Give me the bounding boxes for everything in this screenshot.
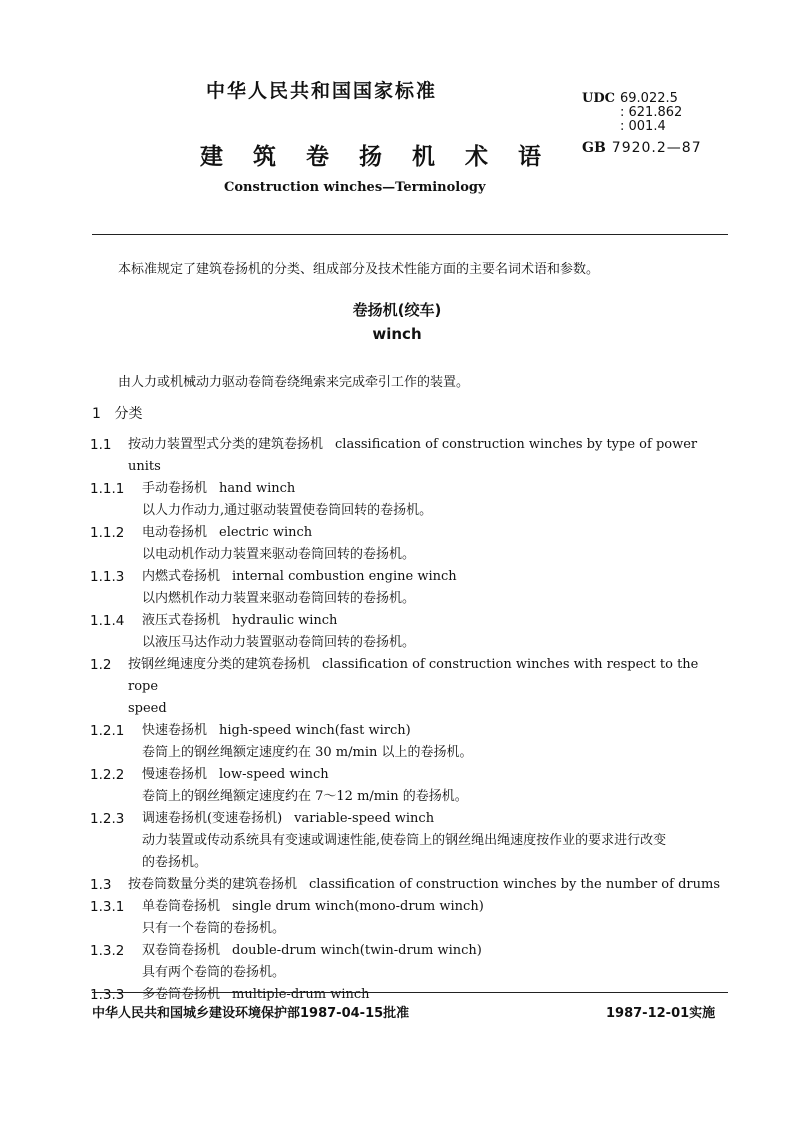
entry-number: 1.3.3 — [90, 987, 125, 1003]
entry-number: 1.1.4 — [90, 613, 125, 629]
section-number: 1 — [92, 406, 101, 422]
entry-definition: 动力装置或传动系统具有变速或调速性能,使卷筒上的钢丝绳出绳速度按作业的要求进行改变 — [142, 833, 667, 848]
udc-value: 69.022.5 — [620, 91, 678, 106]
section-heading — [92, 403, 142, 423]
entry-definition: 卷筒上的钢丝绳额定速度约在 7～12 m/min 的卷扬机。 — [142, 789, 468, 804]
entry-term-zh: 按钢丝绳速度分类的建筑卷扬机 — [128, 657, 311, 672]
entry-term-en: classification of construction winches by type of power — [335, 437, 698, 452]
approval-line: 中华人民共和国城乡建设环境保护部1987-04-15批准 — [92, 1006, 410, 1021]
entry-term-zh: 按动力装置型式分类的建筑卷扬机 — [128, 437, 324, 452]
list-item — [90, 478, 730, 522]
list-item — [90, 874, 730, 896]
effective-date: 1987-12-01实施 — [606, 1006, 716, 1021]
entry-term-zh: 双卷筒卷扬机 — [142, 943, 221, 958]
entry-term-en: hydraulic winch — [232, 613, 338, 628]
entry-number: 1.1.3 — [90, 569, 125, 585]
entry-number: 1.2.2 — [90, 767, 125, 783]
entry-definition: 卷筒上的钢丝绳额定速度约在 30 m/min 以上的卷扬机。 — [142, 745, 473, 760]
entry-term-zh: 慢速卷扬机 — [142, 767, 208, 782]
entry-term-en: double-drum winch(twin-drum winch) — [232, 943, 482, 958]
entry-term-zh: 液压式卷扬机 — [142, 613, 221, 628]
entry-term-en: electric winch — [219, 525, 313, 540]
list-item — [90, 808, 730, 874]
udc-value: : 621.862 — [620, 105, 683, 120]
entry-term-en: multiple-drum winch — [232, 987, 370, 1002]
entry-number: 1.3 — [90, 877, 112, 893]
intro-paragraph: 本标准规定了建筑卷扬机的分类、组成部分及技术性能方面的主要名词术语和参数。 — [118, 262, 600, 277]
entry-term-zh: 内燃式卷扬机 — [142, 569, 221, 584]
term-title-zh: 卷扬机(绞车) — [352, 301, 442, 319]
entry-list — [90, 434, 730, 1006]
entry-number: 1.1.1 — [90, 481, 125, 497]
entry-number: 1.3.1 — [90, 899, 125, 915]
entry-term-zh: 单卷筒卷扬机 — [142, 899, 221, 914]
list-item — [90, 896, 730, 940]
header-divider — [92, 234, 728, 235]
list-item — [90, 566, 730, 610]
list-item — [90, 720, 730, 764]
entry-term-en: classification of construction winches by the number of drums — [309, 877, 720, 892]
page-title: 建 筑 卷 扬 机 术 语 — [200, 144, 553, 170]
entry-definition: 只有一个卷筒的卷扬机。 — [142, 921, 286, 936]
entry-definition: 以液压马达作动力装置驱动卷筒回转的卷扬机。 — [142, 635, 416, 650]
entry-definition: 具有两个卷筒的卷扬机。 — [142, 965, 286, 980]
entry-number: 1.1 — [90, 437, 112, 453]
list-item — [90, 434, 730, 478]
entry-term-en: hand winch — [219, 481, 296, 496]
footer-divider — [92, 992, 728, 993]
term-definition: 由人力或机械动力驱动卷筒卷绕绳索来完成牵引工作的装置。 — [118, 375, 470, 390]
list-item — [90, 522, 730, 566]
udc-value: : 001.4 — [620, 119, 666, 134]
entry-term-en-cont: speed — [128, 701, 167, 716]
entry-term-en-cont: units — [128, 459, 161, 474]
entry-number: 1.2.1 — [90, 723, 125, 739]
entry-number: 1.1.2 — [90, 525, 125, 541]
section-title: 分类 — [114, 406, 143, 422]
entry-term-zh: 手动卷扬机 — [142, 481, 208, 496]
gb-value: 7920.2—87 — [611, 140, 702, 156]
list-item — [90, 764, 730, 808]
entry-term-zh: 多卷筒卷扬机 — [142, 987, 221, 1002]
list-item — [90, 940, 730, 984]
entry-term-en: single drum winch(mono-drum winch) — [232, 899, 484, 914]
entry-term-zh: 调速卷扬机(变速卷扬机) — [142, 811, 283, 826]
entry-term-en: variable-speed winch — [294, 811, 435, 826]
entry-term-en: internal combustion engine winch — [232, 569, 457, 584]
entry-term-zh: 按卷筒数量分类的建筑卷扬机 — [128, 877, 298, 892]
entry-definition: 以电动机作动力装置来驱动卷筒回转的卷扬机。 — [142, 547, 416, 562]
page-title-en: Construction winches—Terminology — [224, 180, 486, 195]
entry-number: 1.3.2 — [90, 943, 125, 959]
entry-term-zh: 电动卷扬机 — [142, 525, 208, 540]
entry-definition: 以人力作动力,通过驱动装置使卷筒回转的卷扬机。 — [142, 503, 433, 518]
entry-definition-cont: 的卷扬机。 — [142, 855, 208, 870]
list-item — [90, 610, 730, 654]
list-item — [90, 654, 730, 720]
entry-number: 1.2 — [90, 657, 112, 673]
entry-term-en: low-speed winch — [219, 767, 329, 782]
entry-term-en: classification of construction winches with respect to the rope — [128, 657, 699, 694]
udc-block — [582, 92, 682, 134]
entry-term-en: high-speed winch(fast wirch) — [219, 723, 411, 738]
udc-label: UDC — [582, 91, 615, 106]
gb-number — [582, 140, 702, 156]
gb-label: GB — [582, 140, 606, 156]
entry-number: 1.2.3 — [90, 811, 125, 827]
standard-category: 中华人民共和国国家标准 — [206, 80, 438, 102]
entry-term-zh: 快速卷扬机 — [142, 723, 208, 738]
entry-definition: 以内燃机作动力装置来驱动卷筒回转的卷扬机。 — [142, 591, 416, 606]
term-title-en: winch — [372, 325, 422, 343]
